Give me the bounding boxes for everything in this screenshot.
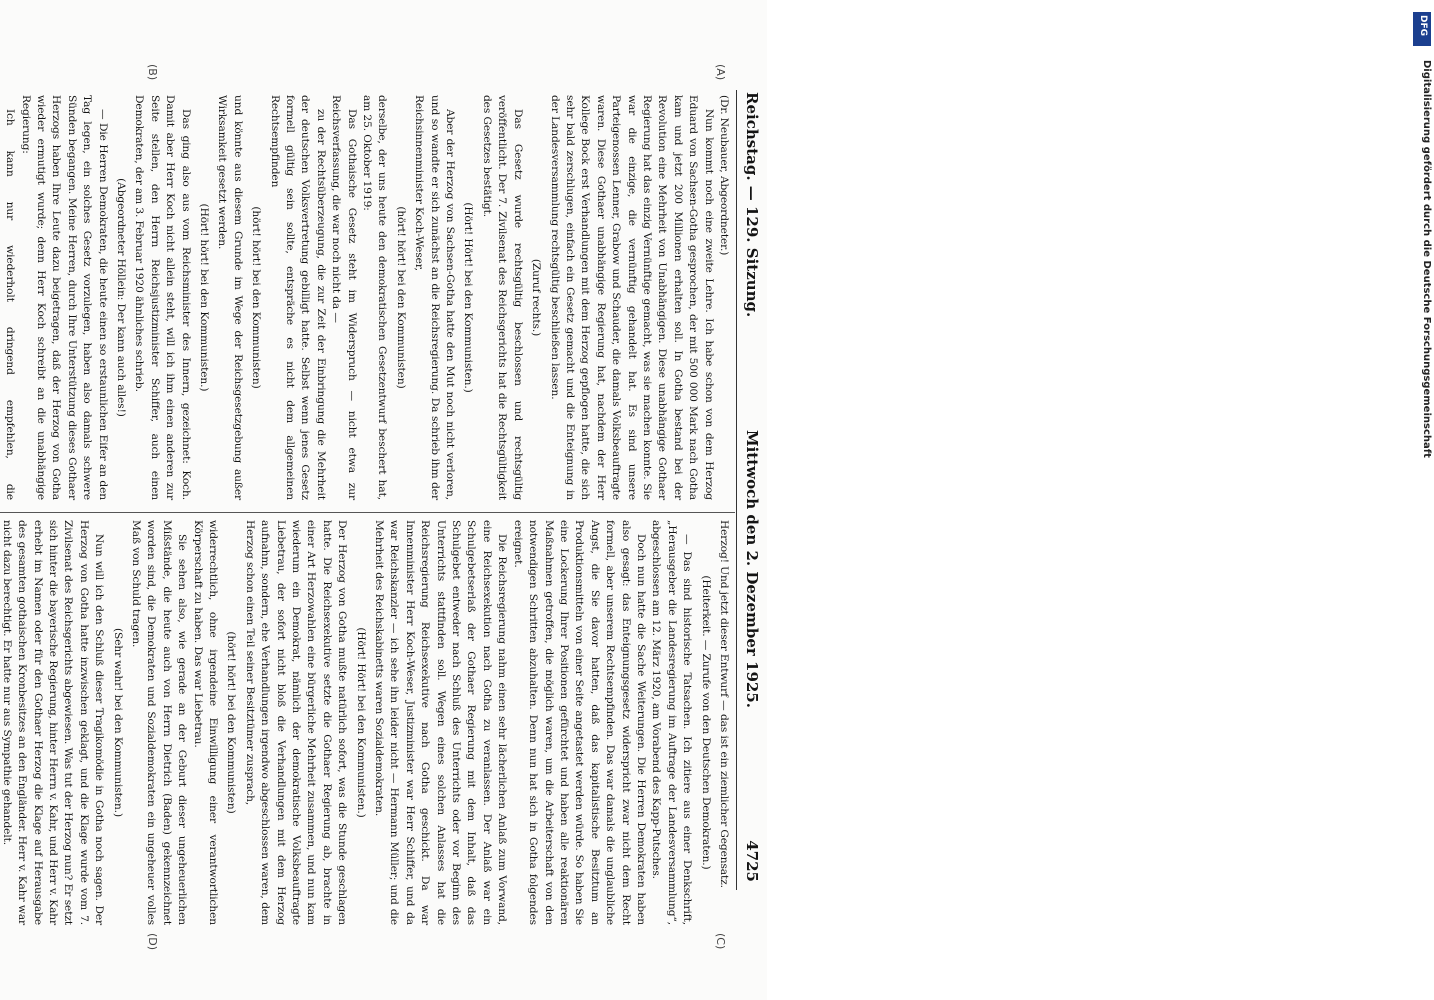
paragraph: Herzog! Und jetzt dieser Entwurf — das ist ein ziemlicher Gegensatz. [718,520,730,888]
interjection: (Zuruf rechts.) [530,258,543,337]
margin-marker-a: (A) [714,64,727,81]
paragraph: Der Herzog von Gotha mußte natürlich sofort, was die Stunde geschlagen hatte. Die Reichsexekutive setzte die Gothaer Regierung ab, brachte in einer Art Herzowahlen eine bürgerliche Mehrheit zusammen, und nun kam wiederum ein Demokrat, nämlich der demokratische Volksbeauftragte Liebetrau, der sofort nicht bloß die Verhandlungen mit dem Herzog aufnahm, sondern, ehe Verhandlungen irgendwo abgeschlossen waren, dem Herzog schon einen Teil seiner Besitztümer zusprach, [243,520,349,925]
paragraph: — Das sind historische Tatsachen. Ich zitiere aus einer Denkschrift, „Herausgeber die Landesregierung im Auftrage der Landesversammlung“, abgeschlossen am 12. März 1920, am Vorabend des Kapp-Putsches. [650,520,694,925]
digitization-credit [1412,60,1434,960]
right-column [0,520,731,925]
dfg-logo-text: DFG [1418,15,1428,37]
margin-marker-d: (D) [146,933,159,951]
paragraph: Sie sehen also, wie gerade an der Geburt dieser ungeheuerlichen Mißstände, die heute auch von Herrn Dietrich (Baden) gekennzeichnet worden sind, die Demokraten und Sozialdemokraten ein ungeheuer volles Maß von Schuld tragen. [129,520,189,925]
interjection: (hört! hört! bei den Kommunisten) [394,206,407,389]
quotation: Das Gothaische Gesetz steht im Widerspruch — nicht etwa zur Reichsverfassung, die war noch nicht da — [330,95,358,500]
paragraph: Aber der Herzog von Sachsen-Gotha hatte den Mut noch nicht verloren, und so wandte er sich zunächst an die Reichsregierung. Da schrieb ihm der Reichsinnenminister Koch-Weser, [413,95,457,500]
quotation: zu der Rechtsüberzeugung, die zur Zeit der Einbringung die Mehrheit der deutschen Volksvertretung gebilligt hatte. Selbst wenn jenes Gesetz formell gültig sein sollte, entspräche es nicht dem allgemeinen Rechtsempfinden [268,95,327,500]
paragraph: derselbe, der uns heute den demokratischen Gesetzentwurf beschert hat, am 25. Oktober 1919: [361,95,389,500]
header-left: Reichstag. — 129. Sitzung. [743,92,761,318]
digitization-credit-text: Digitalisierung gefördert durch die Deutsche Forschungsgemeinschaft [1421,60,1432,458]
left-column [0,95,731,500]
running-header [737,0,761,1000]
quotation: und könnte aus diesem Grunde im Wege der Reichsgesetzgebung außer Wirksamkeit gesetzt werden. [216,95,244,500]
interjection: (Heiterkeit. — Zurufe von den Deutschen Demokraten.) [699,575,712,870]
header-rule [736,90,737,890]
header-center: Mittwoch den 2. Dezember 1925. [743,430,761,708]
paragraph: Die Reichsregierung nahm einen sehr lächerlichen Anlaß zum Vorwand, eine Reichsexekution nach Gotha zu veranlassen. Der Anlaß war ein Schulgebetserlaß der Gothaer Regierung mit dem Inhalt, daß das Schulgebet entweder nach Schluß des Unterrichts oder vor Beginn des Unterrichts stattfinden soll. Wegen eines solchen Anlasses hat die Reichsregierung Reichsexekutive nach Gotha geschickt. Da war Innenminister Herr Koch-Weser, Justizminister war Herr Schiffer, und da war Reichskanzler — ich sehe ihn leider nicht — Hermann Müller; und die Mehrheit des Reichskabinetts waren Sozialdemokraten. [373,520,509,925]
header-page-number: 4725 [743,840,761,882]
interjection: (Abgeordneter Höllein: Der kann auch alles!) [114,178,127,417]
margin-marker-b: (B) [146,64,159,81]
interjection: (Sehr wahr! bei den Kommunisten.) [111,628,124,817]
quotation: Ich kann nur wiederholt dringend empfehlen, die [4,109,17,500]
paragraph: Das ging also aus vom Reichsminister des Innern, gezeichnet: Koch. Damit aber Herr Koch nicht allein steht, will ich ihm einen anderen zur Seite stellen, den Herrn Reichsjustizminister Schiffer, auch einen Demokraten, der am 3. Februar 1920 ähnliches schrieb. [133,95,192,500]
interjection: (hört! hört! bei den Kommunisten) [250,206,263,389]
column-divider [0,512,735,513]
paragraph: Das Gesetz wurde rechtsgültig beschlossen und rechtsgültig veröffentlicht. Der 7. Zivilsenat des Reichsgerichts hat die Rechtsgültigkeit des Gesetzes bestätigt. [480,95,524,500]
dfg-logo [1413,12,1431,46]
interjection: (hört! hört! bei den Kommunisten) [225,631,238,814]
paragraph: widerrechtlich, ohne irgendeine Einwilligung einer verantwortlichen Körperschaft zu haben. Das war Liebetrau. [191,520,219,925]
interjection: (Hört! Hört! bei den Kommunisten.) [354,627,367,818]
paragraph: — Die Herren Demokraten, die heute einen so erstaunlichen Eifer an den Tag legen, ein solches Gesetz vorzulegen, haben also damals schwere Sünden begangen. Meine Herren, durch Ihre Unterstützung dieses Gothaer Herzogs haben Ihre Leute dazu beigetragen, daß der Herzog von Gotha wieder ermutigt wurde; denn Herr Koch schreibt an die unabhängige Regierung: [19,95,109,500]
speaker-line: (Dr. Neubauer, Abgeordneter.) [718,95,730,256]
margin-marker-c: (C) [714,933,727,950]
paragraph: Nun will ich den Schluß dieser Tragikomödie in Gotha noch sagen. Der Herzog von Gotha hatte inzwischen geklagt, und die Klage wurde vom 7. Zivilsenat des Reichsgerichts abgewiesen. Was tut der Herzog nun? Er setzt sich hinter die bayerische Regierung, hinter Herrn v. Kahr, und Herr v. Kahr erhebt im Namen oder für den Gothaer Herzog die Klage auf Herausgabe des gesamten gothaischen Kronbesitzes an den Engländer. Herr v. Kahr war nicht dazu berechtigt. Er hatte nur aus Sympathie gehandelt. [0,520,106,925]
interjection: (Hört! hört! bei den Kommunisten.) [198,203,210,392]
paragraph: Nun kommt noch eine zweite Lehre. Ich habe schon von dem Herzog Eduard von Sachsen-Gotha gesprochen, der mit 500 000 Mark nach Gotha kam und jetzt 200 Millionen erhalten soll. In Gotha bestand bei der Revolution eine Mehrheit von Unabhängigen. Diese unabhängige Gothaer Regierung hat das einzig Vernünftige gemacht, was sie machen konnte. Sie war die einzige, die vernünftig gehandelt hat. Es sind unsere Parteigenossen Lenner, Grabow und Schauder, die damals Volksbeauftragte waren. Diese Gothaer unabhängige Regierung hat, nachdem der Herr Kollege Bock erst Verhandlungen mit dem Herzog gepflogen hatte, die sich sehr bald zerschlugen, einfach ein Gesetz gemacht und die Enteignung in der Landesversammlung rechtsgültig beschließen lassen. [548,95,715,500]
interjection: (Hört! Hört! bei den Kommunisten.) [462,202,475,393]
paragraph: Doch nun hatte die Sache Weiterungen. Die Herren Demokraten haben also gesagt: das Enteignungsgesetz widerspricht zwar nicht dem Recht formell, aber unserem Rechtsempfinden. Das war damals die unglaubliche Angst, die Sie davor hatten, daß das kapitalistische Besitztum an Produktionsmitteln von einer Seite angetastet werden würde. So haben Sie eine Lockerung Ihrer Positionen gefürchtet und haben alle reaktionären Maßnahmen getroffen, die möglich waren, um die Arbeiterschaft von den notwendigen Schritten abzuhalten. Denn nun hat sich in Gotha folgendes ereignet. [511,520,647,925]
